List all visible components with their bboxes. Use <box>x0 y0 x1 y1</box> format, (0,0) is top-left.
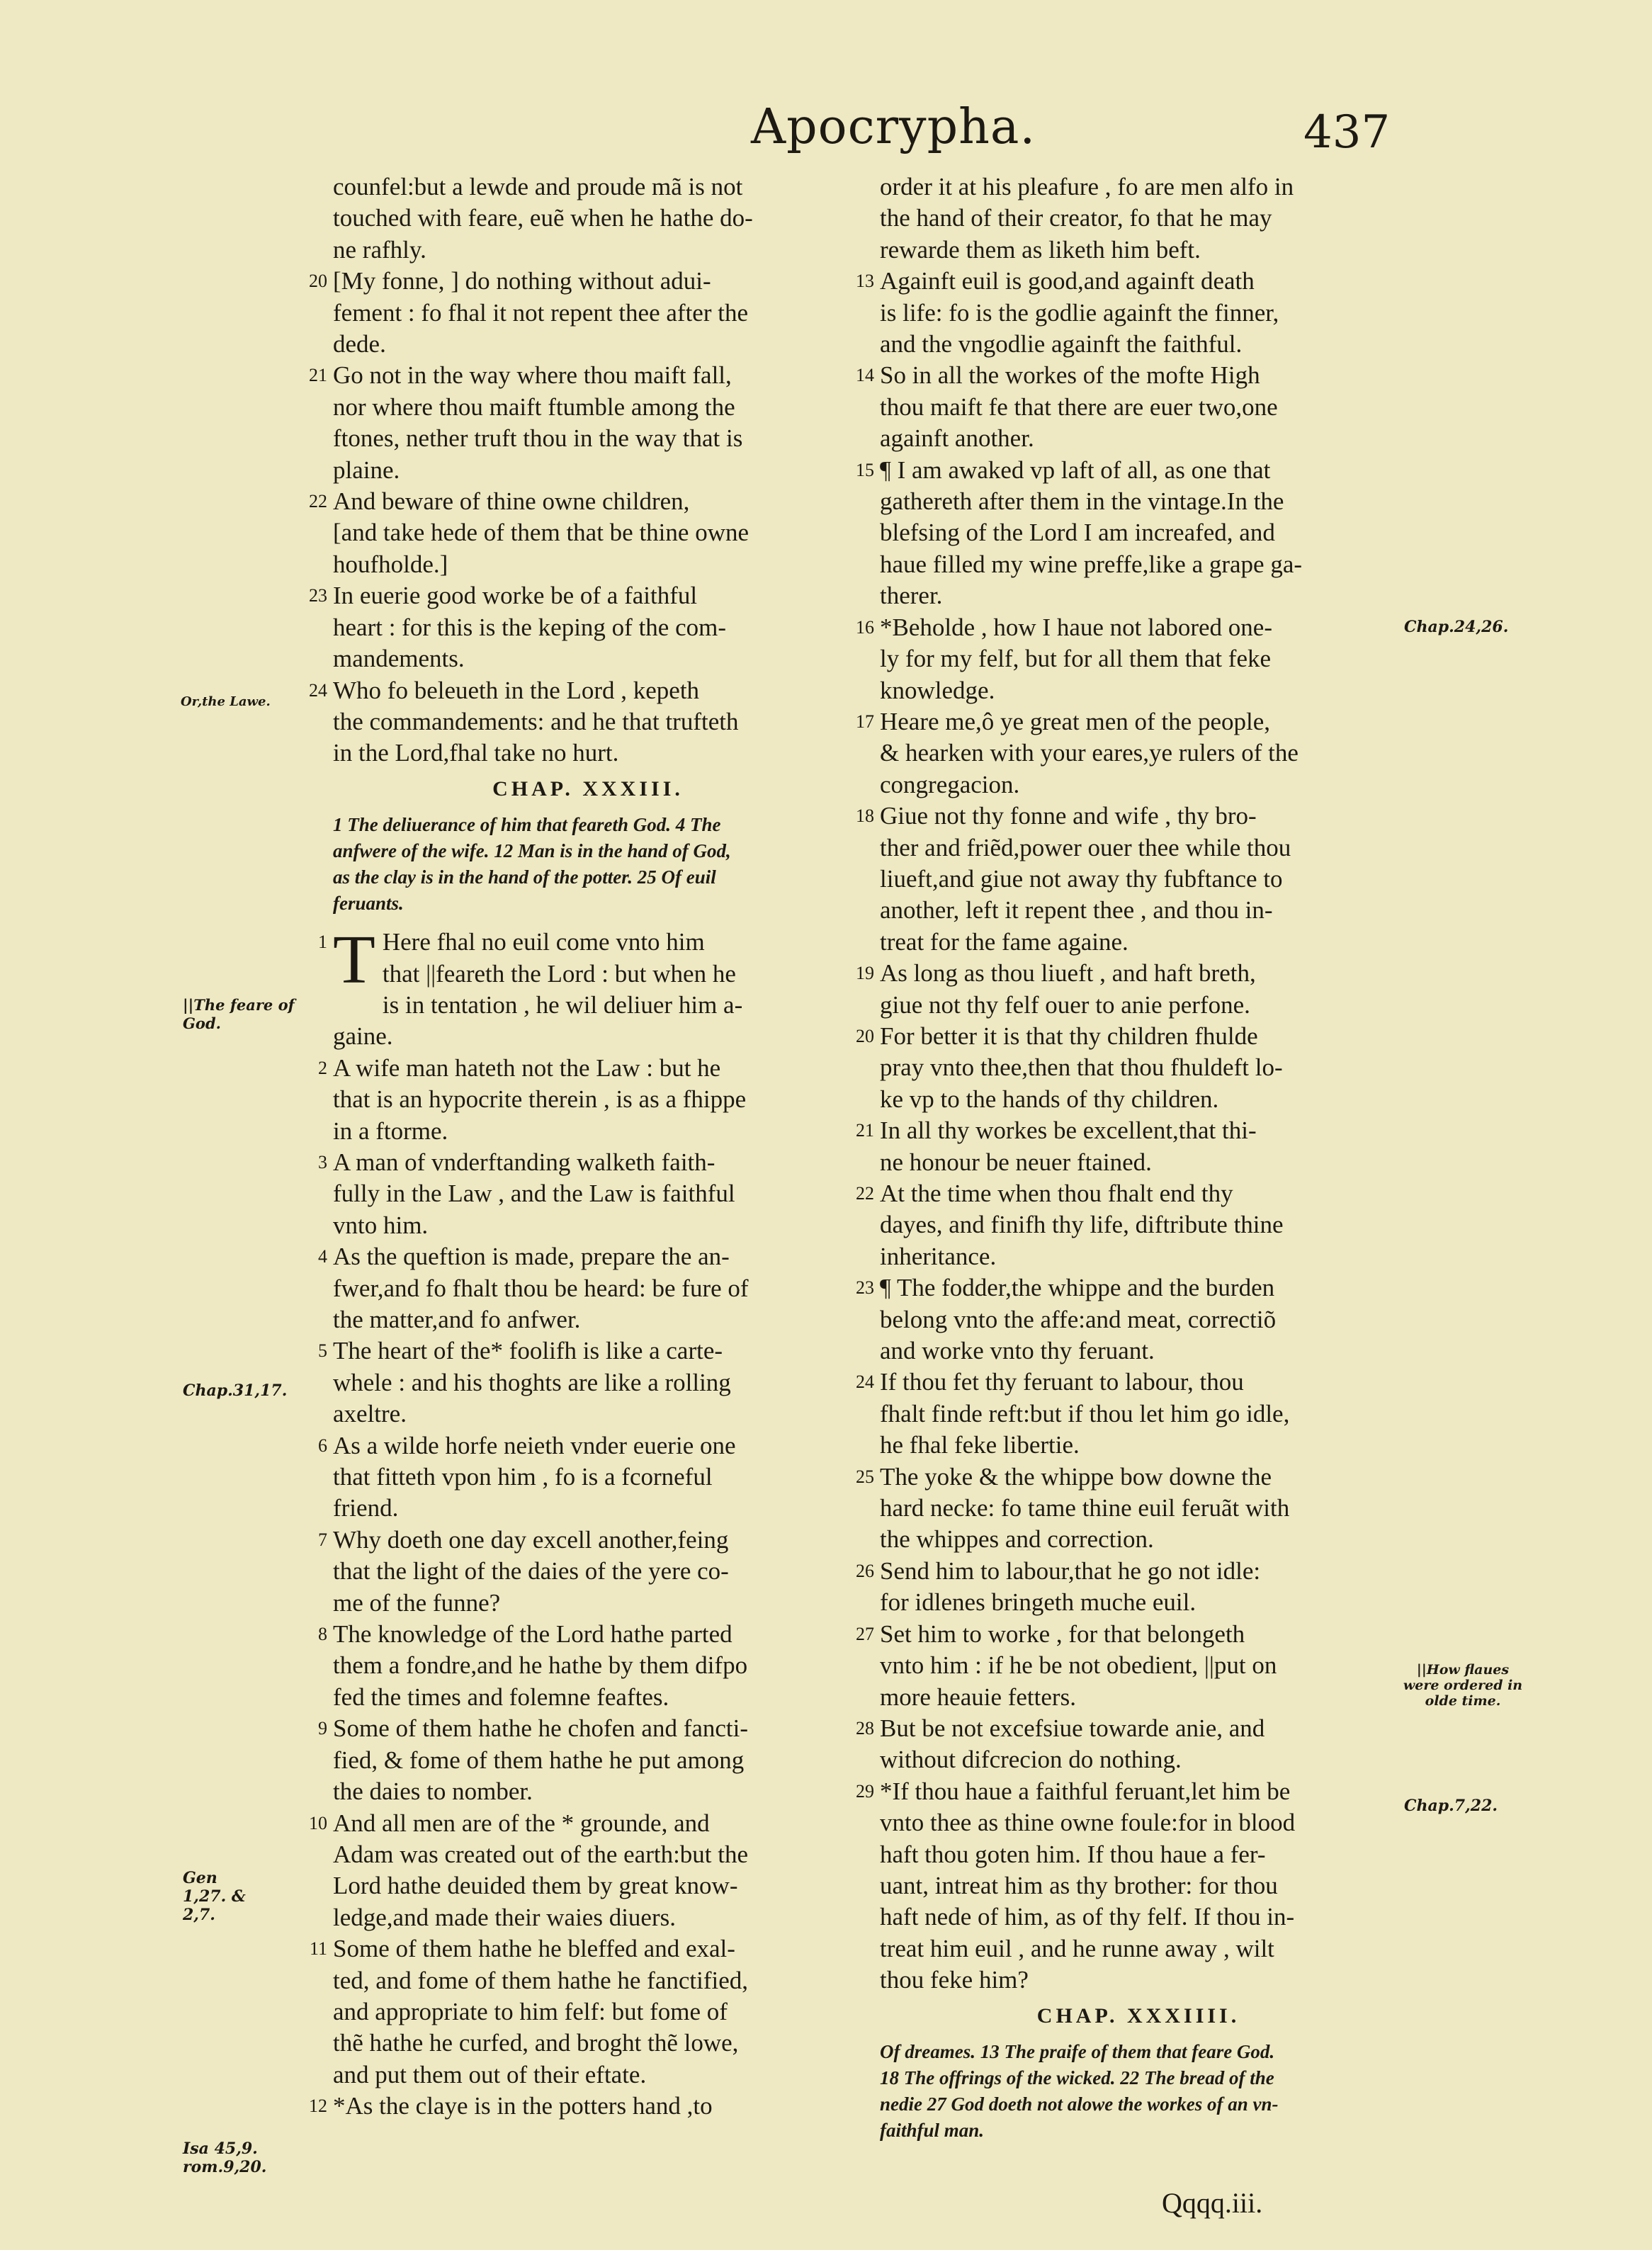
verse <box>318 1053 843 1147</box>
verse-number: 23 <box>856 1277 874 1299</box>
verse-number: 27 <box>856 1623 874 1644</box>
text-line: dayes, and finifh thy life, diftribute thine <box>880 1211 1284 1239</box>
verse-number: 14 <box>856 365 874 386</box>
verse-number: 10 <box>309 1812 327 1833</box>
verse <box>318 1525 843 1619</box>
text-line: Go not in the way where thou maift fall, <box>333 361 732 390</box>
text-line: [My fonne, ] do nothing without adui- <box>333 267 711 295</box>
margin-note: ||How flaues were ordered in olde time. <box>1403 1662 1523 1709</box>
text-line: faithful man. <box>880 2119 985 2141</box>
verse <box>309 360 843 486</box>
text-line: more heauie fetters. <box>880 1683 1076 1711</box>
verse-number: 20 <box>856 1025 874 1046</box>
verse-number: 16 <box>856 616 874 638</box>
text-line: in the Lord,fhal take no hurt. <box>333 739 619 767</box>
text-line: For better it is that thy children fhulde <box>880 1022 1258 1050</box>
verse-number: 5 <box>318 1340 327 1362</box>
text-line: counfel:but a lewde and proude mã is not <box>333 173 743 200</box>
text-line: As a wilde horfe neieth vnder euerie one <box>333 1431 736 1459</box>
verse-number: 12 <box>309 2096 327 2117</box>
text-line: ly for my felf, but for all them that feke <box>880 645 1272 673</box>
verse-number: 4 <box>318 1246 327 1267</box>
margin-note: Gen 1,27. & 2,7. <box>183 1869 246 1924</box>
verse <box>856 1713 1397 1776</box>
verse-number: 2 <box>318 1057 327 1078</box>
text-line: ne honour be neuer ftained. <box>880 1148 1152 1176</box>
text-line: Here fhal no euil come vnto him <box>382 928 705 956</box>
text-line: thou feke him? <box>880 1966 1029 1994</box>
text-line: As long as thou liueft , and haft breth, <box>880 959 1256 988</box>
text-line: vnto him. <box>333 1211 429 1239</box>
verse-number: 9 <box>318 1718 327 1739</box>
text-line: mandements. <box>333 645 465 673</box>
text-line: that ||feareth the Lord : but when he <box>382 959 736 988</box>
margin-note: ||The feare of God. <box>183 996 295 1032</box>
text-line: And beware of thine owne children, <box>333 487 690 516</box>
verse <box>856 455 1397 612</box>
text-line: fement : fo fhal it not repent thee after the <box>333 298 748 327</box>
text-line: Send him to labour,that he go not idle: <box>880 1556 1261 1585</box>
verse-number: 1 <box>318 932 327 953</box>
text-line: that the light of the daies of the yere co- <box>333 1557 729 1585</box>
text-line: *As the claye is in the potters hand ,to <box>333 2092 713 2120</box>
text-line: Lord hathe deuided them by great know- <box>333 1872 738 1900</box>
text-line: belong vnto the affe:and meat, correctiõ <box>880 1305 1277 1333</box>
verse-number: 7 <box>318 1529 327 1550</box>
verse <box>309 2091 843 2122</box>
verse <box>856 1776 1397 1996</box>
text-line: he fhal feke libertie. <box>880 1431 1080 1459</box>
text-line: touched with feare, euẽ when he hathe do- <box>333 204 753 232</box>
text-line: *If thou haue a faithful feruant,let him be <box>880 1777 1291 1805</box>
text-line: thẽ hathe he curfed, and broght thẽ lowe, <box>333 2029 739 2057</box>
text-line: A man of vnderftanding walketh faith- <box>333 1148 715 1176</box>
text-line: ledge,and made their waies diuers. <box>333 1903 676 1931</box>
text-line: ted, and fome of them hathe he fanctified, <box>333 1966 749 1994</box>
text-line: me of the funne? <box>333 1588 501 1617</box>
text-line: therer. <box>880 582 943 610</box>
text-line: And all men are of the * grounde, and <box>333 1809 710 1837</box>
text-line: gathereth after them in the vintage.In the <box>880 487 1284 516</box>
verse <box>856 1462 1397 1556</box>
text-line: order it at his pleafure , fo are men alfo in <box>880 173 1294 200</box>
verse-number: 3 <box>318 1151 327 1172</box>
verse <box>856 958 1397 1021</box>
text-line: & hearken with your eares,ye rulers of the <box>880 739 1299 767</box>
text-line: giue not thy felf ouer to anie perfone. <box>880 990 1250 1019</box>
text-line: them a fondre,and he hathe by them difpo <box>333 1651 748 1680</box>
text-line: In euerie good worke be of a faithful <box>333 582 698 610</box>
text-line: in a ftorme. <box>333 1116 448 1145</box>
verse-number: 13 <box>856 271 874 292</box>
text-line: 18 The offrings of the wicked. 22 The bread of the <box>880 2067 1274 2088</box>
verse <box>318 1147 843 1241</box>
text-line: ¶ I am awaked vp laft of all, as one that <box>880 456 1271 484</box>
text-line: nedie 27 God doeth not alowe the workes of an vn- <box>880 2093 1279 2115</box>
verse <box>318 1713 843 1807</box>
text-line: heart : for this is the keping of the com- <box>333 613 726 641</box>
page-number: 437 <box>1303 106 1391 159</box>
text-line: pray vnto thee,then that thou fhuldeft lo- <box>880 1053 1283 1082</box>
verse <box>880 171 1397 266</box>
text-line: plaine. <box>333 456 400 484</box>
text-line: If thou fet thy feruant to labour, thou <box>880 1368 1244 1396</box>
text-line: without difcrecion do nothing. <box>880 1746 1182 1774</box>
text-line: the daies to nomber. <box>333 1777 533 1806</box>
text-line: Why doeth one day excell another,feing <box>333 1525 729 1554</box>
text-line: dede. <box>333 330 386 358</box>
text-line: *Beholde , how I haue not labored one- <box>880 613 1273 641</box>
verse <box>856 1367 1397 1461</box>
text-line: thou maift fe that there are euer two,one <box>880 392 1278 421</box>
text-line: feruants. <box>333 893 404 915</box>
text-line: vnto him : if he be not obedient, ||put on <box>880 1651 1277 1680</box>
text-line: Heare me,ô ye great men of the people, <box>880 707 1270 735</box>
text-line: Againft euil is good,and againft death <box>880 267 1255 295</box>
verse <box>856 1115 1397 1178</box>
text-line: But be not excefsiue towarde anie, and <box>880 1714 1265 1742</box>
verse <box>856 1021 1397 1115</box>
verse-number: 22 <box>309 491 327 512</box>
text-line: Adam was created out of the earth:but the <box>333 1840 749 1868</box>
left-column <box>309 171 843 2122</box>
text-line: fully in the Law , and the Law is faithful <box>333 1180 735 1208</box>
text-line: congregacion. <box>880 770 1020 798</box>
text-line: another, left it repent thee , and thou in- <box>880 896 1273 925</box>
verse <box>309 266 843 360</box>
verse <box>309 1933 843 2091</box>
verse <box>856 801 1397 958</box>
verse <box>856 1556 1397 1619</box>
verse-number: 25 <box>856 1466 874 1487</box>
verse-number: 17 <box>856 711 874 732</box>
verse <box>856 1272 1397 1367</box>
text-line: Who fo beleueth in the Lord , kepeth <box>333 676 700 704</box>
text-line: Some of them hathe he chofen and fancti- <box>333 1714 749 1743</box>
verse-number: 24 <box>309 679 327 701</box>
margin-note: Or,the Lawe. <box>181 694 271 709</box>
verse <box>309 675 843 769</box>
verse-number: 15 <box>856 459 874 480</box>
text-line: The knowledge of the Lord hathe parted <box>333 1620 732 1649</box>
text-line: As the queftion is made, prepare the an- <box>333 1243 730 1271</box>
text-line: hard necke: fo tame thine euil feruãt with <box>880 1494 1290 1522</box>
text-line: treat him euil , and he runne away , wilt <box>880 1934 1274 1962</box>
text-line: houfholde.] <box>333 550 448 578</box>
verse-number: 20 <box>309 271 327 292</box>
text-line: the whippes and correction. <box>880 1525 1154 1554</box>
text-line: Giue not thy fonne and wife , thy bro- <box>880 802 1257 830</box>
right-column <box>856 171 1397 2154</box>
verse <box>309 580 843 674</box>
verse-number: 11 <box>309 1938 327 1960</box>
text-line: ftones, nether truft thou in the way that is <box>333 424 743 453</box>
margin-note: Chap.7,22. <box>1404 1797 1498 1815</box>
text-line: Set him to worke , for that belongeth <box>880 1619 1245 1648</box>
text-line: nor where thou maift ftumble among the <box>333 392 735 421</box>
verse <box>318 1619 843 1713</box>
margin-note: Chap.24,26. <box>1404 618 1509 636</box>
text-line: inheritance. <box>880 1242 997 1270</box>
verse <box>318 1430 843 1525</box>
text-line: fhalt finde reft:but if thou let him go idle, <box>880 1399 1290 1428</box>
chapter-heading: CHAP. XXXIIII. <box>1036 2003 1240 2028</box>
verse <box>333 171 843 266</box>
text-line: anfwere of the wife. 12 Man is in the hand of God, <box>333 840 731 862</box>
text-line: [and take hede of them that be thine owne <box>333 519 749 547</box>
text-line: and worke vnto thy feruant. <box>880 1337 1155 1365</box>
text-line: At the time when thou fhalt end thy <box>880 1180 1233 1207</box>
verse <box>856 1619 1397 1713</box>
verse <box>309 1808 843 1934</box>
text-line: haft nede of him, as of thy felf. If thou in- <box>880 1903 1295 1931</box>
verse-number: 19 <box>856 963 874 984</box>
chapter-summary <box>333 812 843 917</box>
text-line: Some of them hathe he bleffed and exal- <box>333 1935 735 1963</box>
verse <box>318 1335 843 1430</box>
text-line: knowledge. <box>880 676 995 704</box>
verse <box>309 486 843 580</box>
text-line: Of dreames. 13 The praife of them that feare God. <box>880 2040 1275 2062</box>
text-line: againft another. <box>880 424 1034 453</box>
verse <box>318 1241 843 1335</box>
text-line: In all thy workes be excellent,that thi- <box>880 1116 1257 1145</box>
text-line: and appropriate to him felf: but fome of <box>333 1997 728 2025</box>
text-line: blefsing of the Lord I am increafed, and <box>880 519 1275 547</box>
verse <box>318 922 843 1053</box>
verse-number: 6 <box>318 1435 327 1456</box>
verse-number: 26 <box>856 1560 874 1581</box>
text-line: the matter,and fo anfwer. <box>333 1306 581 1333</box>
text-line: vnto thee as thine owne foule:for in blood <box>880 1809 1296 1837</box>
text-line: ne rafhly. <box>333 235 426 264</box>
verse-number: 28 <box>856 1717 874 1739</box>
verse <box>856 266 1397 360</box>
verse-number: 21 <box>309 365 327 386</box>
verse-number: 29 <box>856 1780 874 1802</box>
text-line: whele : and his thoghts are like a rolling <box>333 1368 731 1396</box>
text-line: as the clay is in the hand of the potter. 25 Of euil <box>333 866 716 888</box>
verse-number: 22 <box>856 1183 874 1204</box>
text-line: ¶ The fodder,the whippe and the burden <box>880 1274 1275 1302</box>
text-line: gaine. <box>333 1022 393 1051</box>
text-line: haue filled my wine preffe,like a grape ga- <box>880 550 1303 578</box>
drop-cap: T <box>333 922 375 999</box>
text-line: ke vp to the hands of thy children. <box>880 1085 1219 1113</box>
text-line: fed the times and folemne feaftes. <box>333 1683 669 1711</box>
signature-mark: Qqqq.iii. <box>1162 2187 1263 2219</box>
text-line: The yoke & the whippe bow downe the <box>880 1462 1272 1491</box>
text-line: friend. <box>333 1494 399 1522</box>
verse-number: 18 <box>856 805 874 827</box>
text-line: The heart of the* foolifh is like a carte- <box>333 1337 723 1365</box>
verse-number: 23 <box>309 585 327 606</box>
text-line: liueft,and giue not away thy fubftance to <box>880 864 1283 893</box>
text-line: is in tentation , he wil deliuer him a- <box>382 990 743 1019</box>
text-line: uant, intreat him as thy brother: for thou <box>880 1871 1278 1899</box>
text-line: rewarde them as liketh him beft. <box>880 235 1201 264</box>
text-line: 1 The deliuerance of him that feareth God. 4 The <box>333 814 721 836</box>
text-line: treat for the fame againe. <box>880 927 1128 956</box>
margin-note: Isa 45,9. rom.9,20. <box>183 2139 267 2176</box>
text-line: is life: fo is the godlie againft the finner, <box>880 298 1279 327</box>
text-line: So in all the workes of the mofte High <box>880 361 1260 390</box>
text-line: the hand of their creator, fo that he may <box>880 204 1272 232</box>
text-line: fwer,and fo fhalt thou be heard: be fure of <box>333 1274 749 1302</box>
chapter-heading: CHAP. XXXIII. <box>492 776 684 801</box>
verse-number: 21 <box>856 1120 874 1141</box>
verse <box>856 612 1397 706</box>
text-line: haft thou goten him. If thou haue a fer- <box>880 1840 1266 1868</box>
verse-number: 8 <box>318 1624 327 1645</box>
running-title: Apocrypha. <box>751 99 1036 155</box>
text-line: fied, & fome of them hathe he put among <box>333 1746 745 1774</box>
verse-number: 24 <box>856 1372 874 1393</box>
text-line: and the vngodlie againft the faithful. <box>880 330 1243 358</box>
chapter-summary <box>880 2039 1397 2144</box>
verse <box>856 1178 1397 1272</box>
text-line: for idlenes bringeth muche euil. <box>880 1588 1196 1617</box>
text-line: ther and friẽd,power ouer thee while thou <box>880 833 1291 861</box>
text-line: axeltre. <box>333 1400 407 1428</box>
text-line: that is an hypocrite therein , is as a fhippe <box>333 1085 747 1114</box>
text-line: that fitteth vpon him , fo is a fcorneful <box>333 1463 713 1491</box>
verse <box>856 360 1397 454</box>
text-line: the commandements: and he that trufteth <box>333 707 739 735</box>
verse <box>856 706 1397 801</box>
text-line: A wife man hateth not the Law : but he <box>333 1053 721 1082</box>
text-line: and put them out of their eftate. <box>333 2060 647 2088</box>
margin-note: Chap.31,17. <box>183 1381 288 1400</box>
